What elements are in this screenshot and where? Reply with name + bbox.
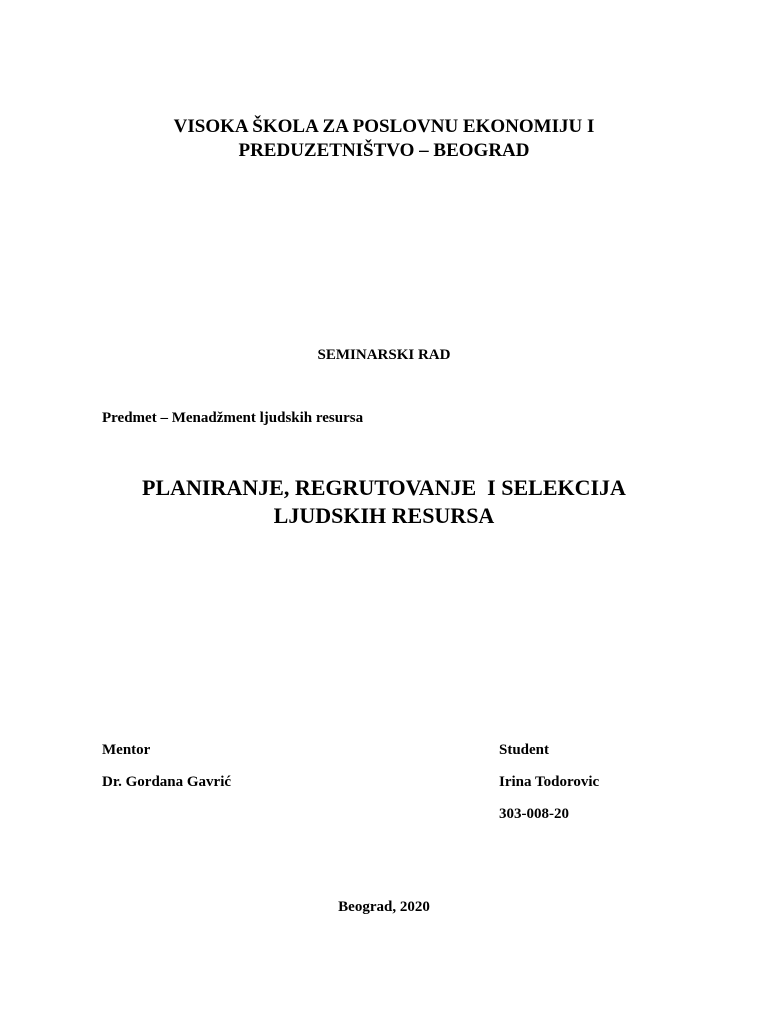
institution-name — [0, 115, 768, 163]
document-type: SEMINARSKI RAD — [317, 347, 451, 363]
student-name: Irina Todorovic — [499, 774, 600, 790]
student-id: 303-008-20 — [499, 806, 569, 822]
student-label: Student — [499, 742, 550, 758]
institution-line-2: PREDUZETNIŠTVO – BEOGRAD — [238, 140, 530, 161]
subject-line: Predmet – Menadžment ljudskih resursa — [102, 410, 364, 426]
mentor-label: Mentor — [102, 742, 151, 758]
place-and-date: Beograd, 2020 — [338, 899, 430, 915]
mentor-name: Dr. Gordana Gavrić — [102, 774, 232, 790]
institution-line-1: VISOKA ŠKOLA ZA POSLOVNU EKONOMIJU I — [173, 116, 595, 137]
title-line-1: PLANIRANJE, REGRUTOVANJE I SELEKCIJA — [142, 475, 626, 500]
title-line-2: LJUDSKIH RESURSA — [273, 503, 495, 528]
document-title — [0, 474, 768, 530]
